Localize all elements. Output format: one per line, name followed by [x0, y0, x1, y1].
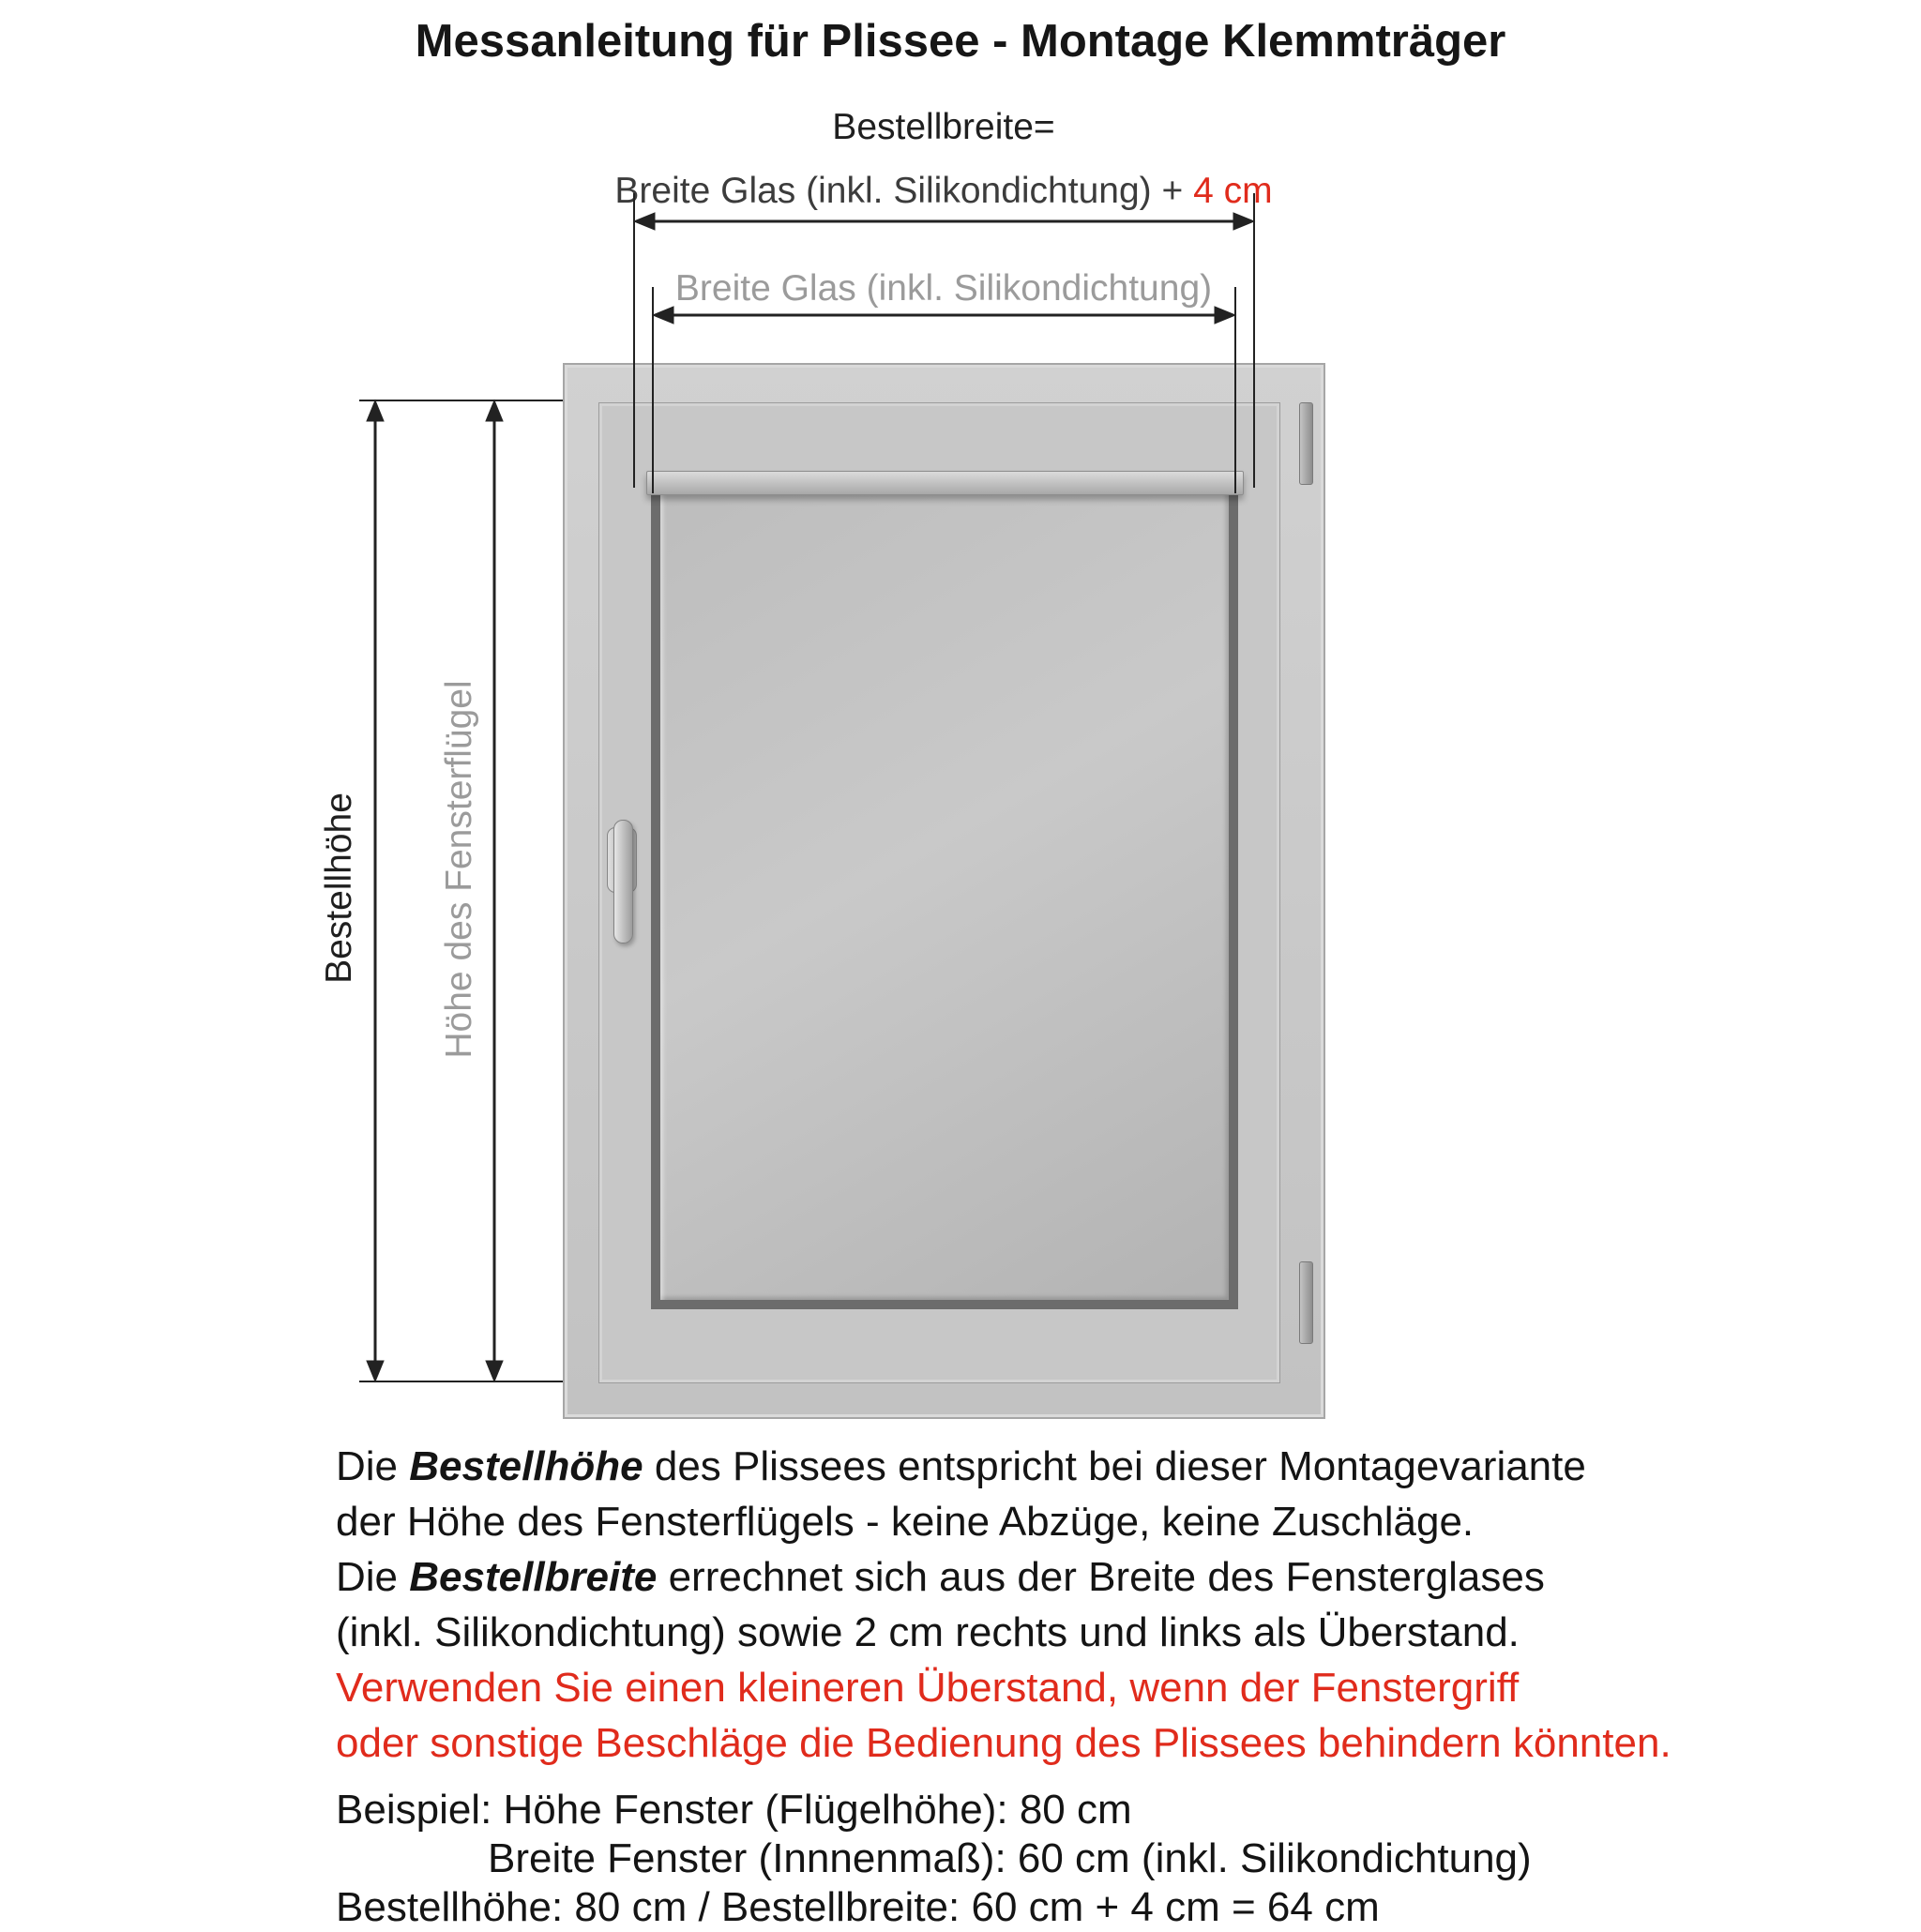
hinge-top: [1299, 402, 1313, 485]
hinge-bottom: [1299, 1261, 1313, 1344]
desc-3-pre: Die: [336, 1554, 410, 1600]
example-line-1: Beispiel: Höhe Fenster (Flügelhöhe): 80 cm: [336, 1787, 1132, 1833]
outer-width-label: [614, 171, 1272, 212]
glass-width-label: Breite Glas (inkl. Silikondichtung): [674, 268, 1213, 309]
desc-3-post: errechnet sich aus der Breite des Fensterglases: [657, 1554, 1545, 1600]
warning-line-2: oder sonstige Beschläge die Bedienung des Plissees behindern könnten.: [336, 1720, 1671, 1766]
description-text: [336, 1439, 1671, 1771]
sash-height-label: Höhe des Fensterflügel: [439, 680, 479, 1059]
desc-line-4: (inkl. Silikondichtung) sowie 2 cm rechts und links als Überstand.: [336, 1609, 1520, 1655]
order-height-label: Bestellhöhe: [319, 792, 359, 984]
desc-line-1: [336, 1439, 1671, 1494]
window-handle: [613, 820, 633, 943]
window-frame: [563, 363, 1325, 1419]
outer-width-highlight: 4 cm: [1193, 171, 1273, 211]
plissee-top-rail: [646, 471, 1244, 495]
order-width-label: Bestellbreite=: [832, 107, 1055, 147]
warning-line-1: Verwenden Sie einen kleineren Überstand, wenn der Fenstergriff: [336, 1665, 1520, 1711]
desc-line-2: der Höhe des Fensterflügels - keine Abzüge, keine Zuschläge.: [336, 1499, 1475, 1545]
page-title: Messanleitung für Plissee - Montage Klemmträger: [415, 16, 1506, 67]
desc-1-pre: Die: [336, 1443, 410, 1489]
example-line-2: Breite Fenster (Innnenmaß): 60 cm (inkl. Silikondichtung): [488, 1835, 1532, 1881]
window-glass: [651, 476, 1238, 1309]
desc-1-emph: Bestellhöhe: [409, 1443, 643, 1489]
desc-1-post: des Plissees entspricht bei dieser Montagevariante: [643, 1443, 1586, 1489]
window-sash: [598, 402, 1280, 1383]
outer-width-text: Breite Glas (inkl. Silikondichtung) +: [614, 171, 1194, 211]
desc-3-emph: Bestellbreite: [409, 1554, 658, 1600]
example-text: [336, 1786, 1532, 1932]
desc-line-3: [336, 1549, 1671, 1605]
example-line-3: Bestellhöhe: 80 cm / Bestellbreite: 60 cm + 4 cm = 64 cm: [336, 1884, 1380, 1930]
